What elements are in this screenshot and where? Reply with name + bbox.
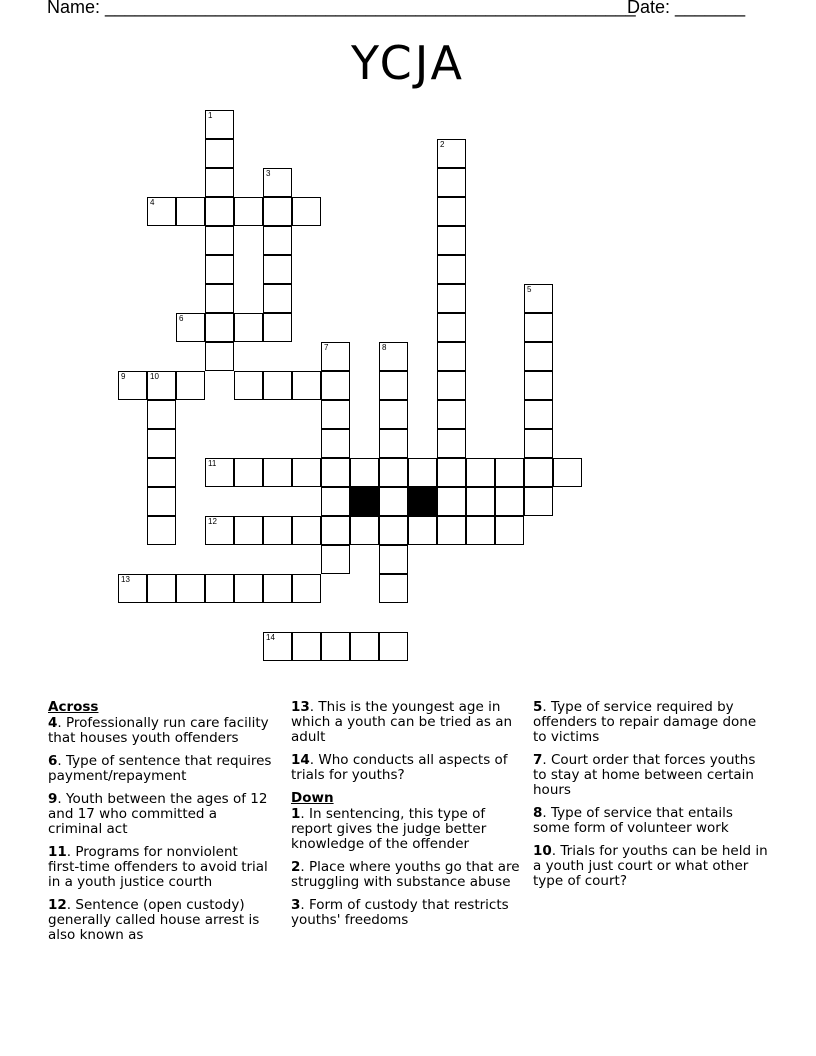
grid-cell[interactable]: [263, 371, 292, 400]
grid-cell[interactable]: [176, 197, 205, 226]
grid-cell[interactable]: [379, 574, 408, 603]
cell-number: 8: [382, 343, 387, 352]
name-field[interactable]: Name: _____________________________________________________: [47, 0, 636, 17]
grid-cell[interactable]: [350, 632, 379, 661]
clue-text: In sentencing, this type of report gives the judge better knowledge of the offender: [291, 806, 487, 852]
grid-cell[interactable]: [205, 110, 234, 139]
clue-across-11: 11. Programs for nonviolent first-time offenders to avoid trial in a youth justice courth: [48, 844, 268, 890]
grid-cell[interactable]: [321, 632, 350, 661]
grid-cell[interactable]: [379, 632, 408, 661]
grid-cell[interactable]: [437, 371, 466, 400]
grid-cell[interactable]: [263, 226, 292, 255]
cell-number: 3: [266, 169, 271, 178]
grid-cell[interactable]: [205, 313, 234, 342]
clue-down-10: 10. Trials for youths can be held in a youth just court or what other type of court?: [533, 843, 768, 889]
clue-across-12: 12. Sentence (open custody) generally called house arrest is also known as: [48, 897, 260, 943]
clue-down-8: 8. Type of service that entails some form of volunteer work: [533, 805, 733, 836]
clue-number: 4: [48, 715, 58, 731]
grid-cell[interactable]: [379, 342, 408, 371]
clue-column-2: [291, 700, 521, 936]
clue-down-3: 3. Form of custody that restricts youths' freedoms: [291, 897, 509, 928]
cell-number: 1: [208, 111, 213, 120]
across-heading: Across: [48, 699, 99, 715]
grid-cell[interactable]: [437, 342, 466, 371]
grid-cell[interactable]: [234, 574, 263, 603]
grid-cell[interactable]: [495, 458, 524, 487]
grid-cell[interactable]: [176, 313, 205, 342]
grid-cell[interactable]: [263, 197, 292, 226]
grid-cell[interactable]: [147, 516, 176, 545]
cell-number: 6: [179, 314, 184, 323]
clue-number: 7: [533, 752, 543, 768]
grid-cell[interactable]: [524, 487, 553, 516]
grid-cell[interactable]: [437, 487, 466, 516]
clue-number: 3: [291, 897, 301, 913]
clue-across-4: 4. Professionally run care facility that houses youth offenders: [48, 715, 269, 746]
clue-across-6: 6. Type of sentence that requires payment/repayment: [48, 753, 272, 784]
grid-cell[interactable]: [524, 342, 553, 371]
grid-cell[interactable]: [408, 516, 437, 545]
grid-cell[interactable]: [379, 487, 408, 516]
grid-cell[interactable]: [321, 458, 350, 487]
grid-cell[interactable]: [466, 458, 495, 487]
grid-cell[interactable]: [350, 516, 379, 545]
grid-cell[interactable]: [292, 458, 321, 487]
grid-cell[interactable]: [147, 574, 176, 603]
grid-cell[interactable]: [350, 458, 379, 487]
grid-cell[interactable]: [205, 284, 234, 313]
grid-cell[interactable]: [205, 342, 234, 371]
grid-cell[interactable]: [321, 371, 350, 400]
grid-cell[interactable]: [205, 516, 234, 545]
grid-cell[interactable]: [292, 197, 321, 226]
grid-cell[interactable]: [263, 284, 292, 313]
clue-text: Type of sentence that requires payment/repayment: [48, 753, 272, 784]
grid-cell[interactable]: [205, 574, 234, 603]
cell-number: 5: [527, 285, 532, 294]
clue-down-5: 5. Type of service required by offenders to repair damage done to victims: [533, 699, 757, 745]
grid-cell[interactable]: [118, 574, 147, 603]
grid-cell[interactable]: [205, 139, 234, 168]
grid-cell[interactable]: [437, 458, 466, 487]
grid-cell[interactable]: [466, 516, 495, 545]
grid-cell[interactable]: [437, 284, 466, 313]
clue-text: Place where youths go that are struggling with substance abuse: [291, 859, 520, 890]
grid-cell[interactable]: [495, 516, 524, 545]
down-heading: Down: [291, 790, 334, 806]
grid-cell[interactable]: [524, 313, 553, 342]
grid-cell[interactable]: [321, 545, 350, 574]
grid-cell[interactable]: [263, 574, 292, 603]
clue-text: Youth between the ages of 12 and 17 who committed a criminal act: [48, 791, 268, 837]
clue-text: This is the youngest age in which a youth can be tried as an adult: [291, 699, 513, 745]
grid-cell[interactable]: [263, 632, 292, 661]
clue-across-14: 14. Who conducts all aspects of trials for youths?: [291, 752, 508, 783]
cell-number: 10: [150, 372, 159, 381]
clue-text: Form of custody that restricts youths' freedoms: [291, 897, 509, 928]
grid-cell[interactable]: [437, 255, 466, 284]
clue-across-13: 13. This is the youngest age in which a youth can be tried as an adult: [291, 699, 513, 745]
clue-text: Programs for nonviolent first-time offenders to avoid trial in a youth justice courth: [48, 844, 268, 890]
grid-cell[interactable]: [292, 574, 321, 603]
grid-cell[interactable]: [263, 516, 292, 545]
grid-cell[interactable]: [205, 168, 234, 197]
grid-cell[interactable]: [524, 400, 553, 429]
grid-cell[interactable]: [437, 197, 466, 226]
cell-number: 7: [324, 343, 329, 352]
clue-down-2: 2. Place where youths go that are struggling with substance abuse: [291, 859, 520, 890]
grid-cell[interactable]: [292, 516, 321, 545]
black-cell: [408, 487, 437, 516]
grid-cell[interactable]: [205, 255, 234, 284]
clue-number: 8: [533, 805, 543, 821]
grid-cell[interactable]: [379, 429, 408, 458]
clue-down-1: 1. In sentencing, this type of report gives the judge better knowledge of the offender: [291, 806, 487, 852]
grid-cell[interactable]: [379, 545, 408, 574]
grid-cell[interactable]: [437, 516, 466, 545]
clue-number: 9: [48, 791, 58, 807]
cell-number: 4: [150, 198, 155, 207]
clue-across-9: 9. Youth between the ages of 12 and 17 who committed a criminal act: [48, 791, 268, 837]
cell-number: 12: [208, 517, 217, 526]
grid-cell[interactable]: [263, 168, 292, 197]
grid-cell[interactable]: [321, 342, 350, 371]
grid-cell[interactable]: [408, 458, 437, 487]
grid-cell[interactable]: [263, 255, 292, 284]
grid-cell[interactable]: [437, 168, 466, 197]
grid-cell[interactable]: [437, 400, 466, 429]
grid-cell[interactable]: [495, 487, 524, 516]
grid-cell[interactable]: [553, 458, 582, 487]
grid-cell[interactable]: [524, 429, 553, 458]
clue-text: Type of service that entails some form of volunteer work: [533, 805, 733, 836]
clue-text: Professionally run care facility that houses youth offenders: [48, 715, 269, 746]
clue-text: Trials for youths can be held in a youth just court or what other type of court?: [533, 843, 768, 889]
grid-cell[interactable]: [321, 516, 350, 545]
grid-cell[interactable]: [147, 197, 176, 226]
grid-cell[interactable]: [205, 197, 234, 226]
clue-number: 14: [291, 752, 310, 768]
clue-number: 10: [533, 843, 552, 859]
clue-text: Court order that forces youths to stay at home between certain hours: [533, 752, 756, 798]
grid-cell[interactable]: [234, 313, 263, 342]
grid-cell[interactable]: [437, 313, 466, 342]
grid-cell[interactable]: [205, 458, 234, 487]
puzzle-title: YCJA: [351, 36, 465, 90]
grid-cell[interactable]: [379, 516, 408, 545]
clue-number: 11: [48, 844, 67, 860]
grid-cell[interactable]: [379, 400, 408, 429]
grid-cell[interactable]: [437, 139, 466, 168]
grid-cell[interactable]: [147, 400, 176, 429]
grid-cell[interactable]: [176, 371, 205, 400]
clue-number: 2: [291, 859, 301, 875]
grid-cell[interactable]: [321, 429, 350, 458]
grid-cell[interactable]: [524, 458, 553, 487]
grid-cell[interactable]: [437, 429, 466, 458]
grid-cell[interactable]: [234, 371, 263, 400]
grid-cell[interactable]: [147, 371, 176, 400]
grid-cell[interactable]: [234, 458, 263, 487]
grid-cell[interactable]: [147, 429, 176, 458]
clue-text: Type of service required by offenders to repair damage done to victims: [533, 699, 757, 745]
grid-cell[interactable]: [321, 487, 350, 516]
grid-cell[interactable]: [263, 313, 292, 342]
grid-cell[interactable]: [437, 226, 466, 255]
clue-column-3: [533, 700, 768, 897]
grid-cell[interactable]: [176, 574, 205, 603]
grid-cell[interactable]: [524, 284, 553, 313]
grid-cell[interactable]: [292, 632, 321, 661]
cell-number: 2: [440, 140, 445, 149]
grid-cell[interactable]: [118, 371, 147, 400]
grid-cell[interactable]: [379, 458, 408, 487]
grid-cell[interactable]: [147, 487, 176, 516]
clue-number: 1: [291, 806, 301, 822]
cell-number: 13: [121, 575, 130, 584]
clue-text: Sentence (open custody) generally called house arrest is also known as: [48, 897, 260, 943]
grid-cell[interactable]: [379, 371, 408, 400]
black-cell: [350, 487, 379, 516]
grid-cell[interactable]: [466, 487, 495, 516]
grid-cell[interactable]: [234, 197, 263, 226]
cell-number: 9: [121, 372, 126, 381]
clue-number: 6: [48, 753, 58, 769]
clue-number: 5: [533, 699, 543, 715]
clue-column-1: [48, 700, 273, 951]
clue-number: 12: [48, 897, 67, 913]
grid-cell[interactable]: [147, 458, 176, 487]
grid-cell[interactable]: [292, 371, 321, 400]
date-field[interactable]: Date: _______: [627, 0, 746, 17]
cell-number: 14: [266, 633, 275, 642]
grid-cell[interactable]: [234, 516, 263, 545]
grid-cell[interactable]: [205, 226, 234, 255]
clue-down-7: 7. Court order that forces youths to stay at home between certain hours: [533, 752, 756, 798]
grid-cell[interactable]: [321, 400, 350, 429]
clue-number: 13: [291, 699, 310, 715]
grid-cell[interactable]: [263, 458, 292, 487]
grid-cell[interactable]: [524, 371, 553, 400]
clue-text: Who conducts all aspects of trials for youths?: [291, 752, 508, 783]
cell-number: 11: [208, 459, 217, 468]
